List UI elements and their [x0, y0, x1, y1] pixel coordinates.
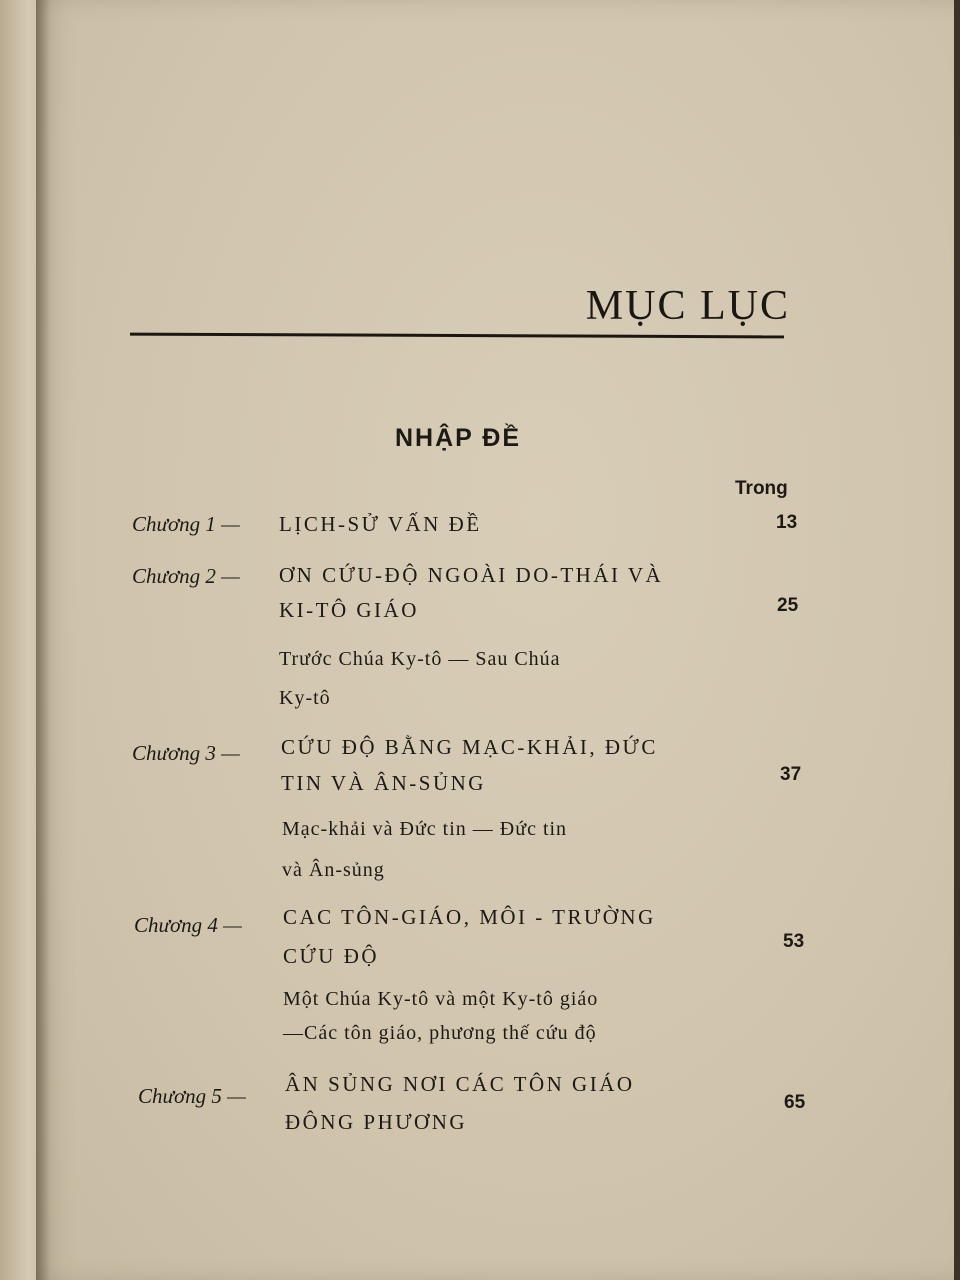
chapter-4-page: 53 — [783, 931, 805, 952]
chapter-4-title-line-2: CỨU ĐỘ — [283, 944, 380, 968]
chapter-4-subtitle-line-2: —Các tôn giáo, phương thế cứu độ — [283, 1022, 597, 1044]
chapter-2-title-line-2: KI-TÔ GIÁO — [279, 598, 419, 622]
chapter-4-subtitle-line-1: Một Chúa Ky-tô và một Ky-tô giáo — [283, 988, 599, 1010]
chapter-3-label: Chương 3 — — [132, 741, 240, 765]
chapter-3-subtitle-line-2: và Ân-sủng — [282, 859, 385, 881]
chapter-3-title-line-1: CỨU ĐỘ BẰNG MẠC-KHẢI, ĐỨC — [281, 735, 658, 759]
chapter-1-page: 13 — [776, 512, 798, 533]
chapter-1-label: Chương 1 — — [132, 512, 240, 536]
chapter-2-subtitle-line-2: Ky-tô — [279, 687, 331, 709]
chapter-2-title-line-1: ƠN CỨU-ĐỘ NGOÀI DO-THÁI VÀ — [279, 563, 664, 587]
chapter-5-title-line-1: ÂN SỦNG NƠI CÁC TÔN GIÁO — [285, 1072, 635, 1096]
chapter-5-label: Chương 5 — — [138, 1084, 246, 1108]
chapter-3-title-line-2: TIN VÀ ÂN-SỦNG — [281, 771, 486, 795]
chapter-4-label: Chương 4 — — [134, 913, 242, 937]
chapter-3-subtitle-line-1: Mạc-khải và Đức tin — Đức tin — [282, 818, 568, 840]
chapter-5-title-line-2: ĐÔNG PHƯƠNG — [285, 1110, 468, 1134]
chapter-2-label: Chương 2 — — [132, 564, 240, 588]
chapter-2-page: 25 — [777, 595, 799, 616]
chapter-2-subtitle-line-1: Trước Chúa Ky-tô — Sau Chúa — [279, 648, 561, 670]
chapter-1-title-line-1: LỊCH-SỬ VẤN ĐỀ — [279, 512, 482, 536]
facing-page-edge — [0, 0, 40, 1280]
page-title: MỤC LỤC — [585, 283, 790, 329]
gutter-shadow — [36, 0, 50, 1280]
chapter-3-page: 37 — [780, 764, 802, 785]
page-column-label: Trong — [735, 478, 788, 499]
chapter-4-title-line-1: CAC TÔN-GIÁO, MÔI - TRƯỜNG — [283, 905, 656, 929]
section-heading: NHẬP ĐỀ — [395, 424, 522, 452]
chapter-5-page: 65 — [784, 1092, 806, 1113]
